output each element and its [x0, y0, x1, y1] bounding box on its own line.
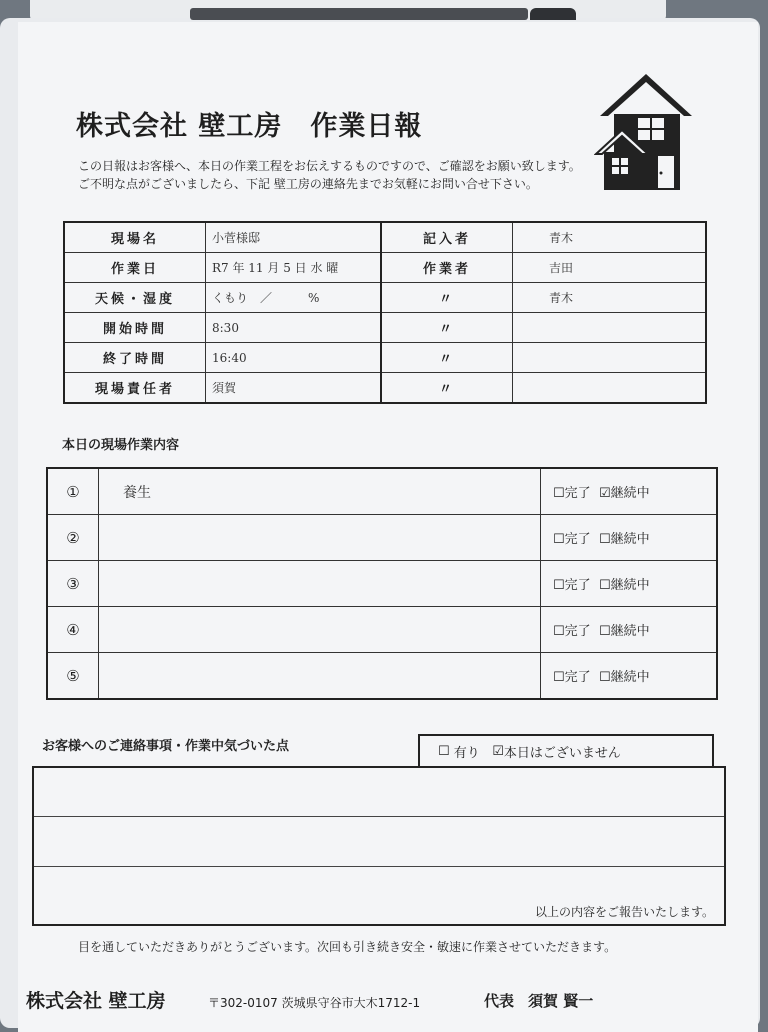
- ongoing-label: 継続中: [610, 624, 650, 639]
- company-address: 〒302-0107 茨城県守谷市大木1712-1: [208, 996, 421, 1010]
- ongoing-label: 継続中: [610, 532, 650, 547]
- info-row: [64, 343, 706, 373]
- site-info-table: [63, 221, 707, 404]
- thanks-text: 目を通していただきありがとうございます。次回も引き続き安全・敏速に作業させていただきます。: [78, 940, 617, 954]
- info-row: [64, 313, 706, 343]
- none-checkbox[interactable]: ☑: [492, 743, 504, 759]
- work-content-field[interactable]: [99, 653, 541, 700]
- work-content-field[interactable]: [99, 607, 541, 653]
- end-time-label: 終了時間: [64, 343, 206, 373]
- site-name-label: 現場名: [64, 222, 206, 253]
- ditto-mark: 〃: [381, 343, 513, 373]
- site-manager-value[interactable]: 須賀: [206, 373, 382, 404]
- intro-text: [78, 157, 581, 193]
- work-status-cell: [541, 607, 718, 653]
- weather-label: 天候・湿度: [64, 283, 206, 313]
- done-label: 完了: [564, 532, 591, 547]
- yes-checkbox[interactable]: ☐: [438, 743, 450, 759]
- work-content-field[interactable]: 養生: [99, 468, 541, 515]
- writer-label: 記入者: [381, 222, 513, 253]
- notes-section-title: お客様へのご連絡事項・作業中気づいた点: [42, 739, 290, 754]
- work-row: [47, 607, 717, 653]
- info-row: [64, 253, 706, 283]
- representative-label: 代表: [484, 992, 515, 1010]
- work-row: [47, 468, 717, 515]
- representative-name: 須賀 賢一: [528, 992, 594, 1010]
- done-checkbox[interactable]: ☐: [553, 624, 565, 639]
- start-time-value[interactable]: 8:30: [206, 313, 382, 343]
- clipboard-clip-knob: [530, 8, 576, 20]
- end-time-value[interactable]: 16:40: [206, 343, 382, 373]
- report-title: 株式会社 壁工房 作業日報: [76, 111, 423, 142]
- work-row: [47, 653, 717, 700]
- row-number: ③: [47, 561, 99, 607]
- writer-value[interactable]: 青木: [513, 222, 707, 253]
- note-line: [34, 866, 724, 867]
- work-status-cell: [541, 468, 718, 515]
- work-content-field[interactable]: [99, 561, 541, 607]
- done-checkbox[interactable]: ☐: [553, 532, 565, 547]
- ditto-mark: 〃: [381, 283, 513, 313]
- representative: [484, 990, 593, 1011]
- work-content-field[interactable]: [99, 515, 541, 561]
- worker-value[interactable]: 吉田: [513, 253, 707, 283]
- worker-value[interactable]: [513, 373, 707, 404]
- info-row: [64, 222, 706, 253]
- info-row: [64, 373, 706, 404]
- ongoing-checkbox[interactable]: ☑: [598, 486, 611, 501]
- row-number: ⑤: [47, 653, 99, 700]
- work-date-value[interactable]: R7 年 11 月 5 日 水 曜: [206, 253, 382, 283]
- note-line: [34, 816, 724, 817]
- clipboard-clip: [190, 8, 528, 20]
- done-checkbox[interactable]: ☐: [553, 486, 565, 501]
- row-number: ②: [47, 515, 99, 561]
- ongoing-checkbox[interactable]: ☐: [598, 532, 611, 547]
- ditto-mark: 〃: [381, 313, 513, 343]
- work-status-cell: [541, 515, 718, 561]
- weather-value[interactable]: くもり ／ %: [206, 283, 382, 313]
- work-row: [47, 561, 717, 607]
- none-label: 本日はございません: [503, 745, 621, 761]
- done-label: 完了: [564, 578, 591, 593]
- row-number: ④: [47, 607, 99, 653]
- ditto-mark: 〃: [381, 373, 513, 404]
- done-checkbox[interactable]: ☐: [553, 670, 565, 685]
- ongoing-label: 継続中: [610, 670, 650, 685]
- row-number: ①: [47, 468, 99, 515]
- worker-value[interactable]: [513, 343, 707, 373]
- ongoing-checkbox[interactable]: ☐: [598, 624, 611, 639]
- ongoing-checkbox[interactable]: ☐: [598, 670, 611, 685]
- site-name-value[interactable]: 小菅様邸: [206, 222, 382, 253]
- work-section-title: 本日の現場作業内容: [62, 438, 180, 453]
- work-status-cell: [541, 653, 718, 700]
- house-icon: [594, 70, 698, 194]
- done-label: 完了: [564, 670, 591, 685]
- worker-value[interactable]: [513, 313, 707, 343]
- work-date-label: 作業日: [64, 253, 206, 283]
- site-manager-label: 現場責任者: [64, 373, 206, 404]
- worker-label: 作業者: [381, 253, 513, 283]
- report-text: 以上の内容をご報告いたします。: [534, 905, 714, 919]
- notes-presence-box: [418, 734, 714, 766]
- yes-label: 有り: [453, 745, 480, 761]
- ongoing-checkbox[interactable]: ☐: [598, 578, 611, 593]
- intro-line: ご不明な点がございましたら、下記 壁工房の連絡先までお気軽にお問い合せ下さい。: [78, 177, 538, 191]
- done-label: 完了: [564, 624, 591, 639]
- work-content-table: [46, 467, 718, 700]
- worker-value[interactable]: 青木: [513, 283, 707, 313]
- ongoing-label: 継続中: [610, 486, 650, 501]
- company-name: 株式会社 壁工房: [26, 990, 166, 1012]
- intro-line: この日報はお客様へ、本日の作業工程をお伝えするものですので、ご確認をお願い致します。: [78, 159, 581, 173]
- ongoing-label: 継続中: [610, 578, 650, 593]
- info-row: [64, 283, 706, 313]
- notes-box[interactable]: [32, 766, 726, 926]
- start-time-label: 開始時間: [64, 313, 206, 343]
- work-status-cell: [541, 561, 718, 607]
- done-checkbox[interactable]: ☐: [553, 578, 565, 593]
- done-label: 完了: [564, 486, 591, 501]
- work-row: [47, 515, 717, 561]
